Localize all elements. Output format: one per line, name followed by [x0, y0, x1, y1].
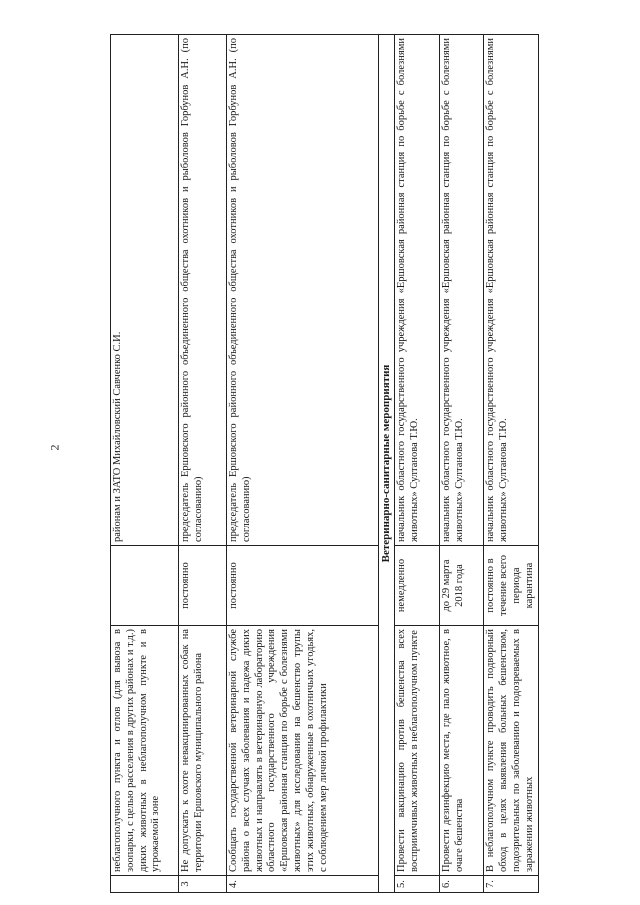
row-number: 4.	[227, 876, 379, 893]
table-row	[440, 35, 484, 893]
page-number: 2	[47, 444, 62, 451]
responsible-cell: начальник областного государственного учреждения «Ершовская районная станция по борьбе с болезнями животных» Султанова Т.Ю.	[484, 35, 538, 546]
measure-cell: Не допускать к охоте невакцинированных собак на территории Ершовского муниципального района	[179, 626, 227, 876]
row-number: 6.	[440, 876, 484, 893]
responsible-cell: районам и ЗАТО Михайловский Савченко С.И.	[111, 35, 179, 546]
measure-cell: Сообщать государственной ветеринарной службе района о всех случаях заболевания и падежа диких животных и направлять в ветеринарную лабораторию областного государственного учреждения «Ершовская районная станция по борьбе с болезнями животных» для исследования на бешенство трупы этих животных, обнаруженные в охотничьих угодьях, с соблюдением мер личной профилактики	[227, 626, 379, 876]
table-row	[484, 35, 538, 893]
measure-cell: Провести вакцинацию против бешенства всех восприимчивых животных в неблагополучном пункте	[395, 626, 440, 876]
responsible-cell: председатель Ершовского районного объединенного общества охотников и рыболовов Горбунов А.Н. (по согласованию)	[179, 35, 227, 546]
deadline-cell: до 29 марта 2018 года	[440, 546, 484, 626]
row-number: 3	[179, 876, 227, 893]
responsible-cell: председатель Ершовского районного объединенного общества охотников и рыболовов Горбунов А.Н. (по согласованию)	[227, 35, 379, 546]
row-number: 7.	[484, 876, 538, 893]
table-row	[179, 35, 227, 893]
measure-cell: неблагополучного пункта и отлов (для вывоза в зоопарки, с целью расселения в других районах и т.д.) диких животных в неблагополучном пункте и в угрожаемой зоне	[111, 626, 179, 876]
deadline-cell: постоянно	[179, 546, 227, 626]
responsible-cell: начальник областного государственного учреждения «Ершовская районная станция по борьбе с болезнями животных» Султанова Т.Ю.	[395, 35, 440, 546]
measures-table	[110, 34, 539, 893]
deadline-cell: немедленно	[395, 546, 440, 626]
section-title: Ветеринарно-санитарные мероприятия	[379, 35, 395, 893]
row-number	[111, 876, 179, 893]
responsible-cell: начальник областного государственного учреждения «Ершовская районная станция по борьбе с болезнями животных» Султанова Т.Ю.	[440, 35, 484, 546]
deadline-cell: постоянно в течение всего периода карантина	[484, 546, 538, 626]
table-row	[111, 35, 179, 893]
section-row	[379, 35, 395, 893]
table-row	[227, 35, 379, 893]
row-number: 5.	[395, 876, 440, 893]
measure-cell: Провести дезинфекцию места, где пало животное, в очаге бешенства	[440, 626, 484, 876]
table-row	[395, 35, 440, 893]
measure-cell: В неблагополучном пункте проводить подворный обход в целях выявления больных бешенством, подозрительных по заболеванию и подозреваемых в заражении животных	[484, 626, 538, 876]
deadline-cell: постоянно	[227, 546, 379, 626]
deadline-cell	[111, 546, 179, 626]
document-table-wrapper	[110, 35, 535, 893]
